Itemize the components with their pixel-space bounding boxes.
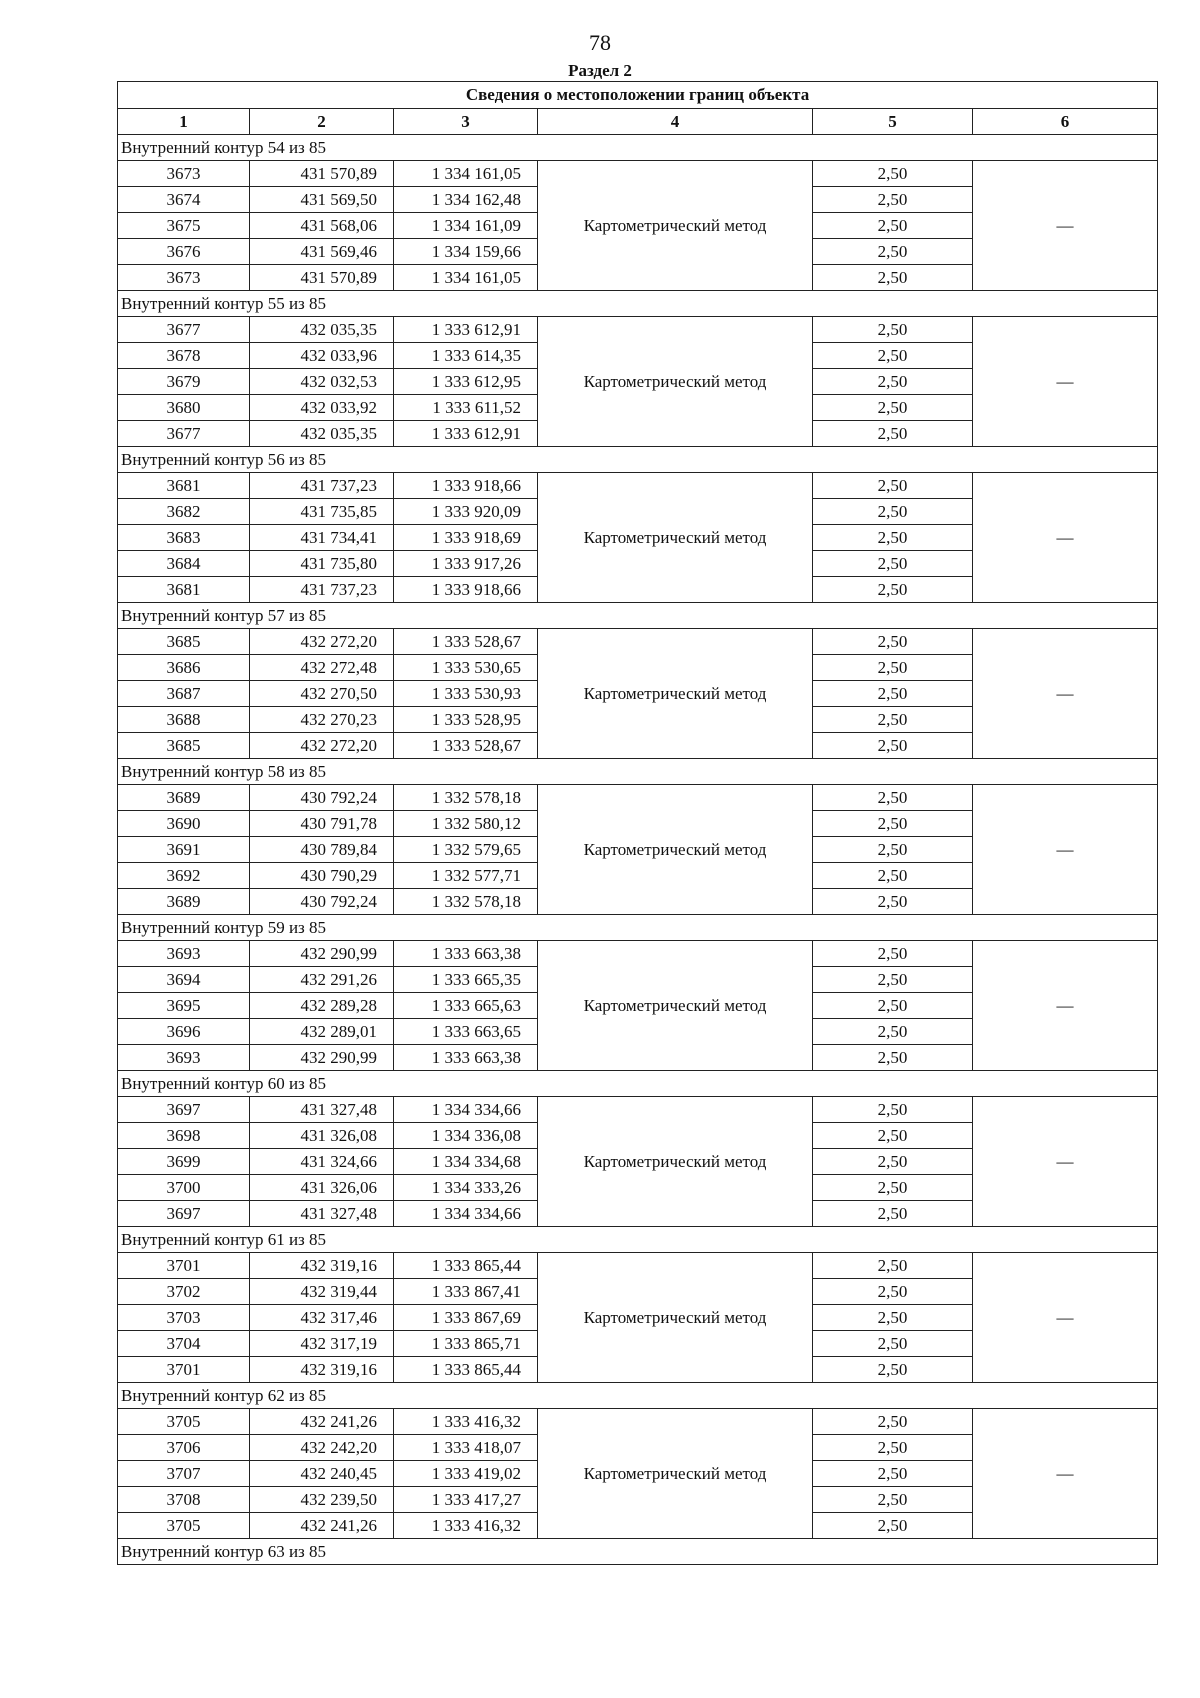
y-coordinate-cell: 1 333 663,38 <box>394 941 538 967</box>
y-coordinate-cell: 1 333 418,07 <box>394 1435 538 1461</box>
x-coordinate-cell: 432 289,01 <box>250 1019 394 1045</box>
x-coordinate-cell: 432 272,48 <box>250 655 394 681</box>
x-coordinate-cell: 432 317,46 <box>250 1305 394 1331</box>
column-header-6: 6 <box>973 109 1158 135</box>
y-coordinate-cell: 1 333 530,93 <box>394 681 538 707</box>
x-coordinate-cell: 432 291,26 <box>250 967 394 993</box>
column-header-2: 2 <box>250 109 394 135</box>
x-coordinate-cell: 432 289,28 <box>250 993 394 1019</box>
point-number-cell: 3685 <box>118 733 250 759</box>
y-coordinate-cell: 1 333 528,67 <box>394 629 538 655</box>
y-coordinate-cell: 1 333 530,65 <box>394 655 538 681</box>
column-6-cell: — <box>973 317 1158 447</box>
accuracy-cell: 2,50 <box>813 655 973 681</box>
y-coordinate-cell: 1 333 419,02 <box>394 1461 538 1487</box>
x-coordinate-cell: 431 569,46 <box>250 239 394 265</box>
y-coordinate-cell: 1 333 665,35 <box>394 967 538 993</box>
y-coordinate-cell: 1 334 161,05 <box>394 265 538 291</box>
table-row <box>118 473 1158 499</box>
y-coordinate-cell: 1 333 612,91 <box>394 421 538 447</box>
accuracy-cell: 2,50 <box>813 785 973 811</box>
x-coordinate-cell: 432 241,26 <box>250 1409 394 1435</box>
y-coordinate-cell: 1 333 611,52 <box>394 395 538 421</box>
contour-label: Внутренний контур 57 из 85 <box>118 603 1158 629</box>
boundary-coordinates-table <box>117 81 1158 1565</box>
page-number: 78 <box>589 30 611 55</box>
accuracy-cell: 2,50 <box>813 525 973 551</box>
method-cell: Картометрический метод <box>538 161 813 291</box>
y-coordinate-cell: 1 333 865,71 <box>394 1331 538 1357</box>
x-coordinate-cell: 430 790,29 <box>250 863 394 889</box>
x-coordinate-cell: 431 570,89 <box>250 161 394 187</box>
y-coordinate-cell: 1 333 528,67 <box>394 733 538 759</box>
accuracy-cell: 2,50 <box>813 1305 973 1331</box>
accuracy-cell: 2,50 <box>813 473 973 499</box>
accuracy-cell: 2,50 <box>813 551 973 577</box>
point-number-cell: 3703 <box>118 1305 250 1331</box>
x-coordinate-cell: 432 242,20 <box>250 1435 394 1461</box>
y-coordinate-cell: 1 333 918,66 <box>394 473 538 499</box>
y-coordinate-cell: 1 333 867,41 <box>394 1279 538 1305</box>
accuracy-cell: 2,50 <box>813 317 973 343</box>
contour-header-row <box>118 1227 1158 1253</box>
contour-label: Внутренний контур 60 из 85 <box>118 1071 1158 1097</box>
point-number-cell: 3697 <box>118 1201 250 1227</box>
y-coordinate-cell: 1 332 577,71 <box>394 863 538 889</box>
contour-label: Внутренний контур 54 из 85 <box>118 135 1158 161</box>
contour-header-row <box>118 1071 1158 1097</box>
accuracy-cell: 2,50 <box>813 1513 973 1539</box>
point-number-cell: 3685 <box>118 629 250 655</box>
point-number-cell: 3673 <box>118 265 250 291</box>
column-header-4: 4 <box>538 109 813 135</box>
y-coordinate-cell: 1 333 865,44 <box>394 1253 538 1279</box>
contour-label: Внутренний контур 55 из 85 <box>118 291 1158 317</box>
x-coordinate-cell: 431 737,23 <box>250 473 394 499</box>
y-coordinate-cell: 1 332 579,65 <box>394 837 538 863</box>
accuracy-cell: 2,50 <box>813 811 973 837</box>
point-number-cell: 3701 <box>118 1253 250 1279</box>
accuracy-cell: 2,50 <box>813 1201 973 1227</box>
y-coordinate-cell: 1 334 334,68 <box>394 1149 538 1175</box>
x-coordinate-cell: 432 317,19 <box>250 1331 394 1357</box>
y-coordinate-cell: 1 334 334,66 <box>394 1097 538 1123</box>
x-coordinate-cell: 431 737,23 <box>250 577 394 603</box>
y-coordinate-cell: 1 333 920,09 <box>394 499 538 525</box>
contour-label: Внутренний контур 61 из 85 <box>118 1227 1158 1253</box>
x-coordinate-cell: 431 324,66 <box>250 1149 394 1175</box>
table-body <box>118 135 1158 1565</box>
accuracy-cell: 2,50 <box>813 369 973 395</box>
accuracy-cell: 2,50 <box>813 1019 973 1045</box>
y-coordinate-cell: 1 333 612,95 <box>394 369 538 395</box>
y-coordinate-cell: 1 334 162,48 <box>394 187 538 213</box>
x-coordinate-cell: 432 035,35 <box>250 317 394 343</box>
x-coordinate-cell: 431 327,48 <box>250 1097 394 1123</box>
point-number-cell: 3708 <box>118 1487 250 1513</box>
accuracy-cell: 2,50 <box>813 629 973 655</box>
contour-header-row <box>118 447 1158 473</box>
y-coordinate-cell: 1 334 161,05 <box>394 161 538 187</box>
accuracy-cell: 2,50 <box>813 1357 973 1383</box>
table-row <box>118 317 1158 343</box>
point-number-cell: 3705 <box>118 1409 250 1435</box>
y-coordinate-cell: 1 334 336,08 <box>394 1123 538 1149</box>
x-coordinate-cell: 432 272,20 <box>250 733 394 759</box>
y-coordinate-cell: 1 333 865,44 <box>394 1357 538 1383</box>
point-number-cell: 3673 <box>118 161 250 187</box>
point-number-cell: 3682 <box>118 499 250 525</box>
accuracy-cell: 2,50 <box>813 1149 973 1175</box>
y-coordinate-cell: 1 332 578,18 <box>394 889 538 915</box>
accuracy-cell: 2,50 <box>813 265 973 291</box>
point-number-cell: 3679 <box>118 369 250 395</box>
accuracy-cell: 2,50 <box>813 1461 973 1487</box>
x-coordinate-cell: 432 032,53 <box>250 369 394 395</box>
x-coordinate-cell: 432 033,92 <box>250 395 394 421</box>
column-6-cell: — <box>973 629 1158 759</box>
column-6-cell: — <box>973 785 1158 915</box>
x-coordinate-cell: 431 735,85 <box>250 499 394 525</box>
x-coordinate-cell: 432 270,23 <box>250 707 394 733</box>
accuracy-cell: 2,50 <box>813 1253 973 1279</box>
y-coordinate-cell: 1 333 663,65 <box>394 1019 538 1045</box>
point-number-cell: 3696 <box>118 1019 250 1045</box>
accuracy-cell: 2,50 <box>813 941 973 967</box>
accuracy-cell: 2,50 <box>813 1435 973 1461</box>
table-row <box>118 941 1158 967</box>
point-number-cell: 3675 <box>118 213 250 239</box>
x-coordinate-cell: 431 569,50 <box>250 187 394 213</box>
x-coordinate-cell: 430 789,84 <box>250 837 394 863</box>
point-number-cell: 3686 <box>118 655 250 681</box>
point-number-cell: 3700 <box>118 1175 250 1201</box>
x-coordinate-cell: 432 033,96 <box>250 343 394 369</box>
y-coordinate-cell: 1 333 665,63 <box>394 993 538 1019</box>
y-coordinate-cell: 1 332 578,18 <box>394 785 538 811</box>
point-number-cell: 3689 <box>118 785 250 811</box>
accuracy-cell: 2,50 <box>813 837 973 863</box>
contour-header-row <box>118 603 1158 629</box>
column-6-cell: — <box>973 1097 1158 1227</box>
point-number-cell: 3676 <box>118 239 250 265</box>
contour-header-row <box>118 291 1158 317</box>
x-coordinate-cell: 432 035,35 <box>250 421 394 447</box>
point-number-cell: 3687 <box>118 681 250 707</box>
point-number-cell: 3692 <box>118 863 250 889</box>
point-number-cell: 3693 <box>118 941 250 967</box>
accuracy-cell: 2,50 <box>813 1175 973 1201</box>
point-number-cell: 3704 <box>118 1331 250 1357</box>
column-6-cell: — <box>973 1409 1158 1539</box>
accuracy-cell: 2,50 <box>813 1331 973 1357</box>
point-number-cell: 3681 <box>118 577 250 603</box>
point-number-cell: 3689 <box>118 889 250 915</box>
y-coordinate-cell: 1 333 918,69 <box>394 525 538 551</box>
contour-label: Внутренний контур 63 из 85 <box>118 1539 1158 1565</box>
method-cell: Картометрический метод <box>538 1097 813 1227</box>
accuracy-cell: 2,50 <box>813 1409 973 1435</box>
point-number-cell: 3683 <box>118 525 250 551</box>
point-number-cell: 3684 <box>118 551 250 577</box>
point-number-cell: 3690 <box>118 811 250 837</box>
column-6-cell: — <box>973 473 1158 603</box>
point-number-cell: 3697 <box>118 1097 250 1123</box>
point-number-cell: 3698 <box>118 1123 250 1149</box>
point-number-cell: 3699 <box>118 1149 250 1175</box>
x-coordinate-cell: 430 792,24 <box>250 785 394 811</box>
point-number-cell: 3707 <box>118 1461 250 1487</box>
accuracy-cell: 2,50 <box>813 499 973 525</box>
y-coordinate-cell: 1 334 159,66 <box>394 239 538 265</box>
x-coordinate-cell: 432 319,16 <box>250 1253 394 1279</box>
point-number-cell: 3678 <box>118 343 250 369</box>
y-coordinate-cell: 1 333 663,38 <box>394 1045 538 1071</box>
point-number-cell: 3705 <box>118 1513 250 1539</box>
point-number-cell: 3674 <box>118 187 250 213</box>
accuracy-cell: 2,50 <box>813 239 973 265</box>
point-number-cell: 3680 <box>118 395 250 421</box>
x-coordinate-cell: 430 792,24 <box>250 889 394 915</box>
accuracy-cell: 2,50 <box>813 707 973 733</box>
table-row <box>118 161 1158 187</box>
table-row <box>118 785 1158 811</box>
y-coordinate-cell: 1 334 333,26 <box>394 1175 538 1201</box>
x-coordinate-cell: 432 239,50 <box>250 1487 394 1513</box>
accuracy-cell: 2,50 <box>813 1097 973 1123</box>
table-row <box>118 1097 1158 1123</box>
point-number-cell: 3706 <box>118 1435 250 1461</box>
x-coordinate-cell: 432 290,99 <box>250 941 394 967</box>
accuracy-cell: 2,50 <box>813 213 973 239</box>
method-cell: Картометрический метод <box>538 629 813 759</box>
table-row <box>118 629 1158 655</box>
contour-label: Внутренний контур 58 из 85 <box>118 759 1158 785</box>
method-cell: Картометрический метод <box>538 1253 813 1383</box>
method-cell: Картометрический метод <box>538 473 813 603</box>
x-coordinate-cell: 431 568,06 <box>250 213 394 239</box>
accuracy-cell: 2,50 <box>813 681 973 707</box>
contour-label: Внутренний контур 62 из 85 <box>118 1383 1158 1409</box>
accuracy-cell: 2,50 <box>813 577 973 603</box>
contour-label: Внутренний контур 56 из 85 <box>118 447 1158 473</box>
table-row <box>118 1253 1158 1279</box>
accuracy-cell: 2,50 <box>813 967 973 993</box>
y-coordinate-cell: 1 334 161,09 <box>394 213 538 239</box>
column-header-5: 5 <box>813 109 973 135</box>
accuracy-cell: 2,50 <box>813 421 973 447</box>
point-number-cell: 3702 <box>118 1279 250 1305</box>
section-title: Раздел 2 <box>568 61 632 80</box>
y-coordinate-cell: 1 334 334,66 <box>394 1201 538 1227</box>
accuracy-cell: 2,50 <box>813 1045 973 1071</box>
accuracy-cell: 2,50 <box>813 343 973 369</box>
accuracy-cell: 2,50 <box>813 161 973 187</box>
x-coordinate-cell: 431 327,48 <box>250 1201 394 1227</box>
accuracy-cell: 2,50 <box>813 863 973 889</box>
point-number-cell: 3701 <box>118 1357 250 1383</box>
point-number-cell: 3695 <box>118 993 250 1019</box>
x-coordinate-cell: 432 319,16 <box>250 1357 394 1383</box>
column-6-cell: — <box>973 161 1158 291</box>
x-coordinate-cell: 430 791,78 <box>250 811 394 837</box>
y-coordinate-cell: 1 333 614,35 <box>394 343 538 369</box>
y-coordinate-cell: 1 333 612,91 <box>394 317 538 343</box>
contour-header-row <box>118 759 1158 785</box>
point-number-cell: 3681 <box>118 473 250 499</box>
contour-header-row <box>118 1383 1158 1409</box>
accuracy-cell: 2,50 <box>813 1279 973 1305</box>
x-coordinate-cell: 431 570,89 <box>250 265 394 291</box>
point-number-cell: 3677 <box>118 421 250 447</box>
x-coordinate-cell: 432 240,45 <box>250 1461 394 1487</box>
method-cell: Картометрический метод <box>538 941 813 1071</box>
column-6-cell: — <box>973 941 1158 1071</box>
point-number-cell: 3693 <box>118 1045 250 1071</box>
point-number-cell: 3677 <box>118 317 250 343</box>
accuracy-cell: 2,50 <box>813 1487 973 1513</box>
column-header-3: 3 <box>394 109 538 135</box>
y-coordinate-cell: 1 333 918,66 <box>394 577 538 603</box>
table-title: Сведения о местоположении границ объекта <box>118 82 1158 109</box>
method-cell: Картометрический метод <box>538 317 813 447</box>
y-coordinate-cell: 1 333 528,95 <box>394 707 538 733</box>
contour-header-row <box>118 915 1158 941</box>
x-coordinate-cell: 432 290,99 <box>250 1045 394 1071</box>
x-coordinate-cell: 432 272,20 <box>250 629 394 655</box>
y-coordinate-cell: 1 332 580,12 <box>394 811 538 837</box>
column-6-cell: — <box>973 1253 1158 1383</box>
accuracy-cell: 2,50 <box>813 1123 973 1149</box>
x-coordinate-cell: 432 319,44 <box>250 1279 394 1305</box>
y-coordinate-cell: 1 333 917,26 <box>394 551 538 577</box>
contour-header-row <box>118 1539 1158 1565</box>
y-coordinate-cell: 1 333 416,32 <box>394 1409 538 1435</box>
method-cell: Картометрический метод <box>538 1409 813 1539</box>
x-coordinate-cell: 432 241,26 <box>250 1513 394 1539</box>
point-number-cell: 3691 <box>118 837 250 863</box>
accuracy-cell: 2,50 <box>813 993 973 1019</box>
accuracy-cell: 2,50 <box>813 187 973 213</box>
x-coordinate-cell: 431 735,80 <box>250 551 394 577</box>
contour-header-row <box>118 135 1158 161</box>
accuracy-cell: 2,50 <box>813 733 973 759</box>
method-cell: Картометрический метод <box>538 785 813 915</box>
accuracy-cell: 2,50 <box>813 889 973 915</box>
point-number-cell: 3688 <box>118 707 250 733</box>
x-coordinate-cell: 431 326,08 <box>250 1123 394 1149</box>
point-number-cell: 3694 <box>118 967 250 993</box>
accuracy-cell: 2,50 <box>813 395 973 421</box>
y-coordinate-cell: 1 333 417,27 <box>394 1487 538 1513</box>
x-coordinate-cell: 432 270,50 <box>250 681 394 707</box>
table-row <box>118 1409 1158 1435</box>
column-header-1: 1 <box>118 109 250 135</box>
x-coordinate-cell: 431 734,41 <box>250 525 394 551</box>
y-coordinate-cell: 1 333 416,32 <box>394 1513 538 1539</box>
y-coordinate-cell: 1 333 867,69 <box>394 1305 538 1331</box>
x-coordinate-cell: 431 326,06 <box>250 1175 394 1201</box>
contour-label: Внутренний контур 59 из 85 <box>118 915 1158 941</box>
